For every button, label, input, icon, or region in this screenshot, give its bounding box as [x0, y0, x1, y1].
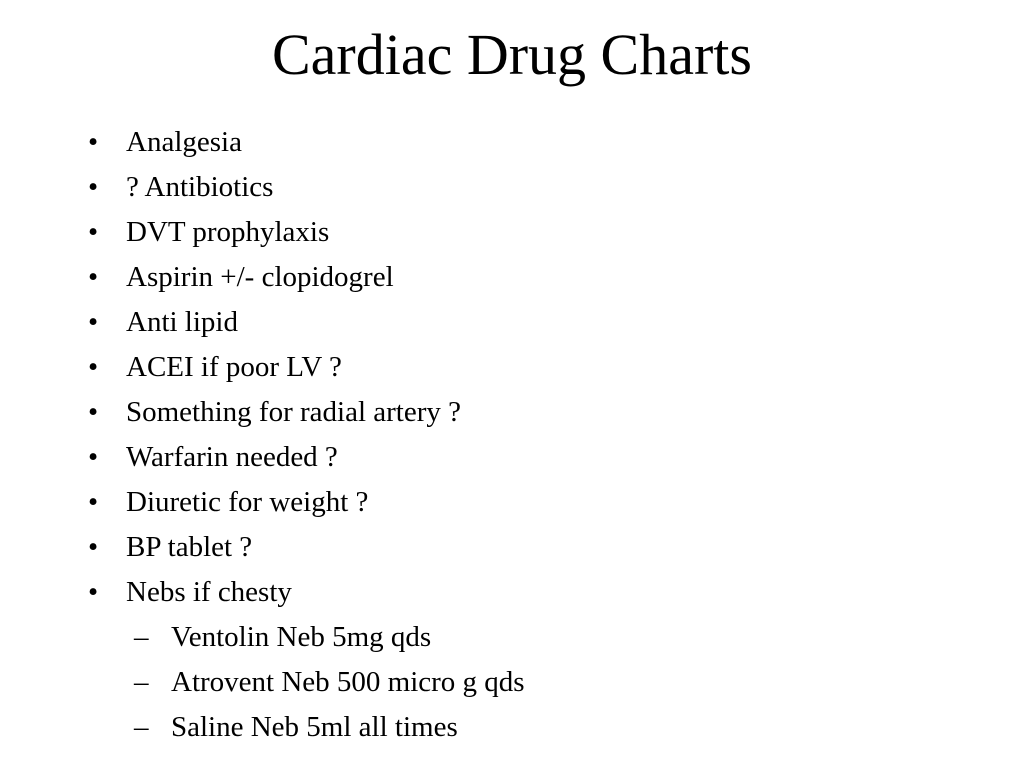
bullet-marker: • [88, 261, 99, 293]
bullet-marker: • [88, 306, 99, 338]
list-item [84, 390, 525, 435]
sub-list-item-text: Ventolin Neb 5mg qds [171, 621, 432, 653]
list-item-text: Anti lipid [126, 306, 238, 338]
list-item-text: Nebs if chesty [126, 576, 292, 608]
list-item [84, 210, 525, 255]
sub-bullet-marker: – [134, 621, 149, 653]
list-item [84, 165, 525, 210]
list-item-text: DVT prophylaxis [126, 216, 330, 248]
bullet-marker: • [88, 351, 99, 383]
slide-title: Cardiac Drug Charts [272, 22, 752, 87]
bullet-marker: • [88, 531, 99, 563]
sub-list-item-text: Saline Neb 5ml all times [171, 711, 458, 743]
list-item [84, 480, 525, 525]
bullet-marker: • [88, 396, 99, 428]
sub-list-item [84, 705, 525, 750]
bullet-marker: • [88, 126, 99, 158]
list-item [84, 300, 525, 345]
list-item-text: BP tablet ? [126, 531, 253, 563]
list-item [84, 255, 525, 300]
list-item-text: ACEI if poor LV ? [126, 351, 342, 383]
list-item-text: ? Antibiotics [126, 171, 274, 203]
list-item-text: Analgesia [126, 126, 242, 158]
list-item [84, 570, 525, 615]
bullet-marker: • [88, 441, 99, 473]
list-item [84, 525, 525, 570]
list-item-text: Warfarin needed ? [126, 441, 338, 473]
list-item-text: Something for radial artery ? [126, 396, 461, 428]
bullet-marker: • [88, 576, 99, 608]
list-item-text: Diuretic for weight ? [126, 486, 369, 518]
sub-list-item [84, 615, 525, 660]
bullet-marker: • [88, 171, 99, 203]
bullet-list [84, 120, 525, 750]
list-item [84, 435, 525, 480]
list-item-text: Aspirin +/- clopidogrel [126, 261, 394, 293]
sub-bullet-marker: – [134, 666, 149, 698]
bullet-marker: • [88, 216, 99, 248]
sub-bullet-marker: – [134, 711, 149, 743]
list-item [84, 120, 525, 165]
sub-list-item-text: Atrovent Neb 500 micro g qds [171, 666, 525, 698]
bullet-marker: • [88, 486, 99, 518]
sub-list-item [84, 660, 525, 705]
list-item [84, 345, 525, 390]
